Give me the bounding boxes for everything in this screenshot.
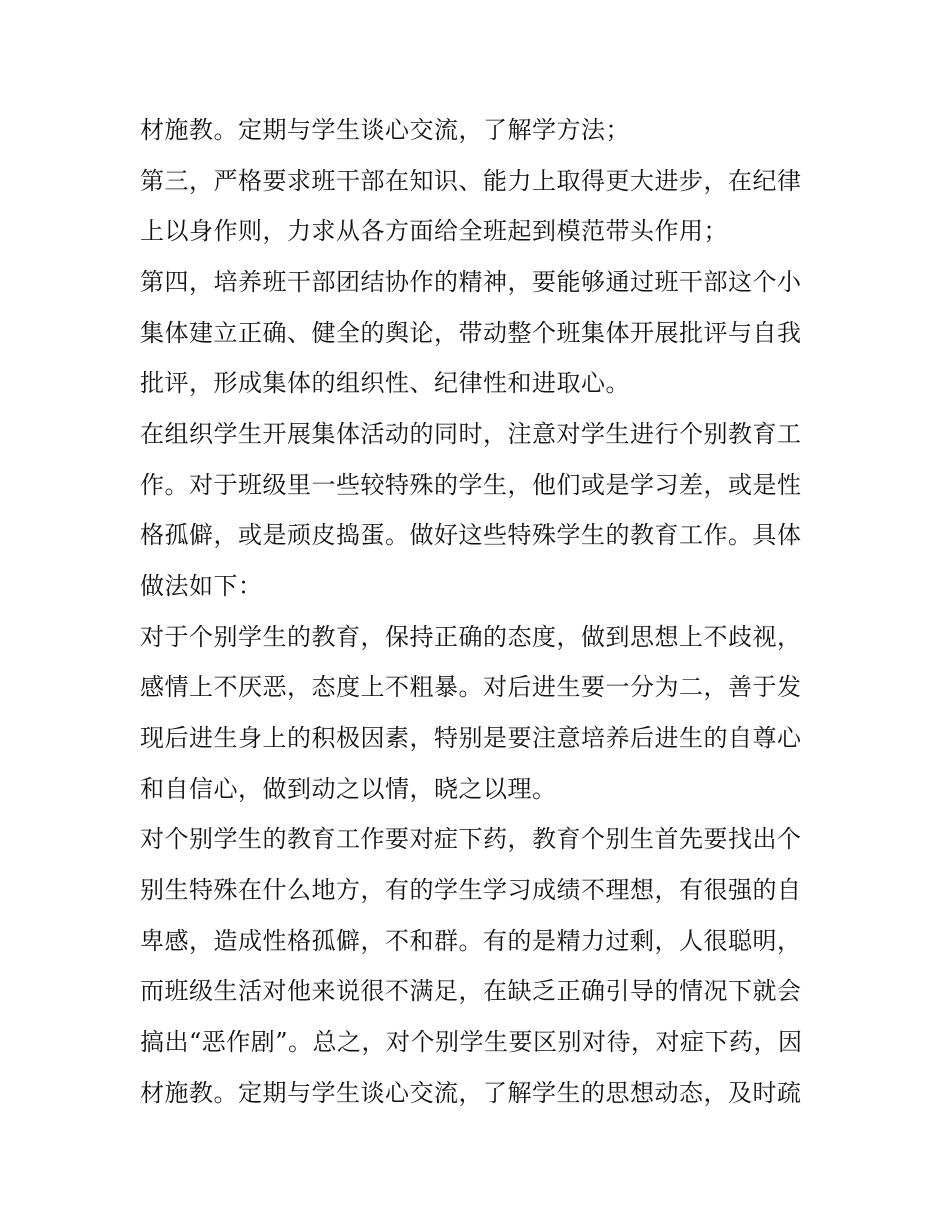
text-line: 材施教。定期与学生谈心交流，了解学生的思想动态，及时疏	[140, 1079, 802, 1107]
text-line: 卑感，造成性格孤僻，不和群。有的是精力过剩，人很聪明，	[140, 927, 802, 955]
text-line: 感情上不厌恶，态度上不粗暴。对后进生要一分为二，善于发	[140, 673, 802, 701]
text-line: 现后进生身上的积极因素，特别是要注意培养后进生的自尊心	[140, 724, 802, 752]
text-line: 集体建立正确、健全的舆论，带动整个班集体开展批评与自我	[140, 319, 802, 347]
text-line: 第三，严格要求班干部在知识、能力上取得更大进步，在纪律	[140, 167, 802, 195]
text-line: 对于个别学生的教育，保持正确的态度，做到思想上不歧视，	[140, 623, 802, 651]
text-line: 格孤僻，或是顽皮捣蛋。做好这些特殊学生的教育工作。具体	[140, 521, 802, 549]
text-line: 作。对于班级里一些较特殊的学生，他们或是学习差，或是性	[140, 471, 802, 499]
text-line: 做法如下：	[140, 572, 263, 600]
text-line: 别生特殊在什么地方，有的学生学习成绩不理想，有很强的自	[140, 876, 802, 904]
text-line: 对个别学生的教育工作要对症下药，教育个别生首先要找出个	[140, 825, 802, 853]
text-line: 第四，培养班干部团结协作的精神，要能够通过班干部这个小	[140, 268, 802, 296]
text-line: 批评，形成集体的组织性、纪律性和进取心。	[140, 369, 630, 397]
text-line: 搞出“恶作剧”。总之，对个别学生要区别对待，对症下药，因	[140, 1028, 803, 1056]
text-line: 上以身作则，力求从各方面给全班起到模范带头作用；	[140, 217, 728, 245]
text-line: 而班级生活对他来说很不满足，在缺乏正确引导的情况下就会	[140, 977, 802, 1005]
text-line: 在组织学生开展集体活动的同时，注意对学生进行个别教育工	[140, 420, 802, 448]
text-line: 和自信心，做到动之以情，晓之以理。	[140, 775, 557, 803]
text-line: 材施教。定期与学生谈心交流，了解学方法；	[140, 116, 630, 144]
